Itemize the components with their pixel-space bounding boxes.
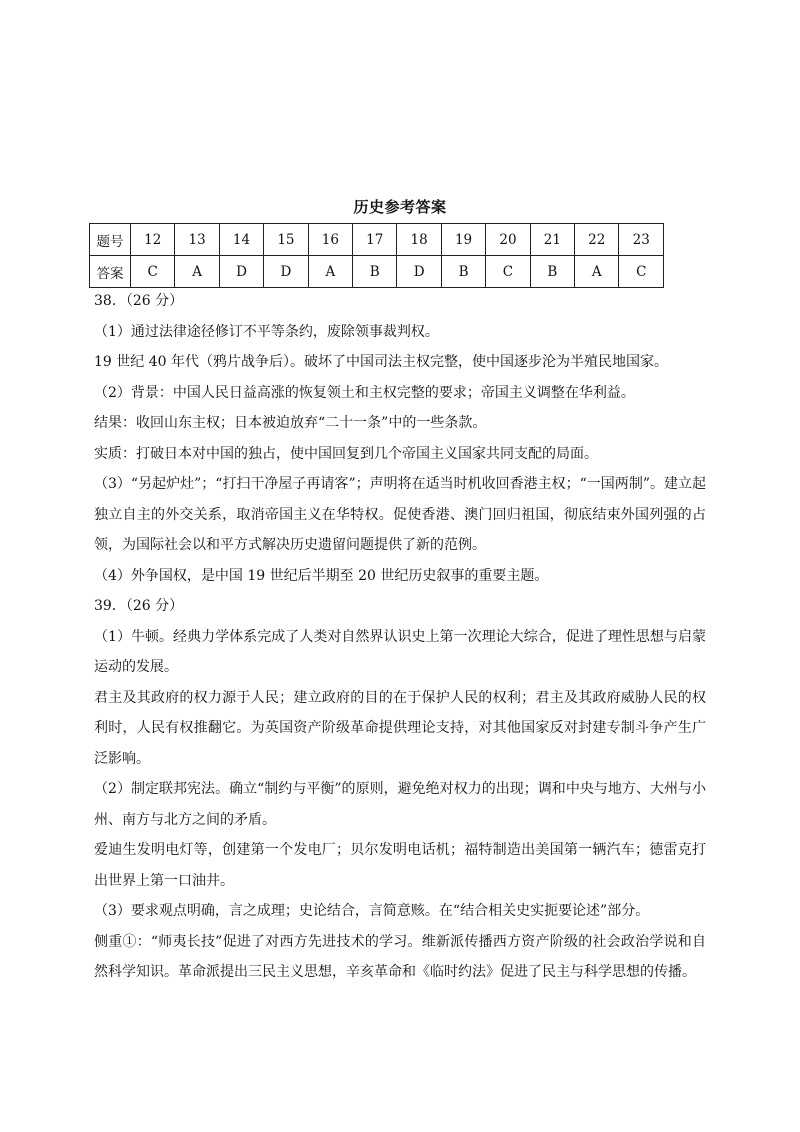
q39-part3-requirement: （3）要求观点明确，言之成理；史论结合，言简意赅。在“结合相关史实扼要论述”部分。 (94, 903, 650, 919)
table-cell: 14 (219, 224, 263, 256)
table-cell: 21 (530, 224, 574, 256)
table-cell: B (353, 256, 397, 288)
answer-body (94, 286, 706, 988)
q38-part2-result: 结果：收回山东主权；日本被迫放弃“二十一条”中的一些条款。 (94, 415, 487, 431)
q38-part1-period: 19 世纪 40 年代（鸦片战争后）。破坏了中国司法主权完整，使中国逐步沦为半殖民地国家。 (94, 354, 668, 370)
table-cell: 20 (486, 224, 530, 256)
table-cell: C (131, 256, 175, 288)
q39-part2-inventions: 爱迪生发明电灯等，创建第一个发电厂；贝尔发明电话机；福特制造出美国第一辆汽车；德雷克打出世界上第一口油井。 (94, 842, 706, 889)
page-title: 历史参考答案 (353, 198, 447, 216)
table-cell: 23 (619, 224, 664, 256)
table-cell: 13 (175, 224, 219, 256)
q39-part3-focus: 侧重①：“师夷长技”促进了对西方先进技术的学习。维新派传播西方资产阶级的社会政治学说和自然科学知识。革命派提出三民主义思想，辛亥革命和《临时约法》促进了民主与科学思想的传播。 (94, 933, 706, 980)
table-cell: B (441, 256, 485, 288)
answer-table (89, 223, 664, 288)
table-cell: D (264, 256, 308, 288)
table-cell: D (397, 256, 441, 288)
q39-part1-theory: 君主及其政府的权力源于人民；建立政府的目的在于保护人民的权利；君主及其政府威胁人民的权利时，人民有权推翻它。为英国资产阶级革命提供理论支持，对其他国家反对封建专制斗争产生广泛影响。 (94, 689, 706, 767)
table-cell: 12 (131, 224, 175, 256)
q38-part4-answer: （4）外争国权，是中国 19 世纪后半期至 20 世纪历史叙事的重要主题。 (94, 567, 549, 584)
table-row-answers (90, 256, 664, 288)
question-39-heading: 39．（26 分） (94, 598, 184, 614)
table-cell: A (575, 256, 619, 288)
q38-part3-answer: （3）“另起炉灶”；“打扫干净屋子再请客”；声明将在适当时机收回香港主权；“一国两制”。建立起独立自主的外交关系，取消帝国主义在华特权。促使香港、澳门回归祖国，彻底结束外国列强的占领，为国际社会以和平方式解决历史遗留问题提供了新的范例。 (94, 476, 706, 553)
table-cell: 19 (441, 224, 485, 256)
table-cell: D (219, 256, 263, 288)
table-cell: A (308, 256, 352, 288)
q38-part2-essence: 实质：打破日本对中国的独占，使中国回复到几个帝国主义国家共同支配的局面。 (94, 445, 598, 462)
table-cell: 15 (264, 224, 308, 256)
q39-part2-answer: （2）制定联邦宪法。确立“制约与平衡”的原则，避免绝对权力的出现；调和中央与地方、大州与小州、南方与北方之间的矛盾。 (94, 781, 706, 828)
q38-part1-answer: （1）通过法律途径修订不平等条约，废除领事裁判权。 (94, 323, 439, 340)
q39-part1-answer: （1）牛顿。经典力学体系完成了人类对自然界认识史上第一次理论大综合，促进了理性思想与启蒙运动的发展。 (94, 628, 706, 675)
table-cell: B (530, 256, 574, 288)
table-cell: C (619, 256, 664, 288)
table-cell: 17 (353, 224, 397, 256)
row-label-answer: 答案 (90, 256, 131, 288)
question-38-heading: 38．（26 分） (94, 293, 184, 309)
table-row-numbers (90, 224, 664, 256)
table-cell: A (175, 256, 219, 288)
table-cell: C (486, 256, 530, 288)
row-label-question-number: 题号 (90, 224, 131, 256)
table-cell: 18 (397, 224, 441, 256)
table-cell: 16 (308, 224, 352, 256)
q38-part2-background: （2）背景：中国人民日益高涨的恢复领土和主权完整的要求；帝国主义调整在华利益。 (94, 384, 635, 401)
table-cell: 22 (575, 224, 619, 256)
